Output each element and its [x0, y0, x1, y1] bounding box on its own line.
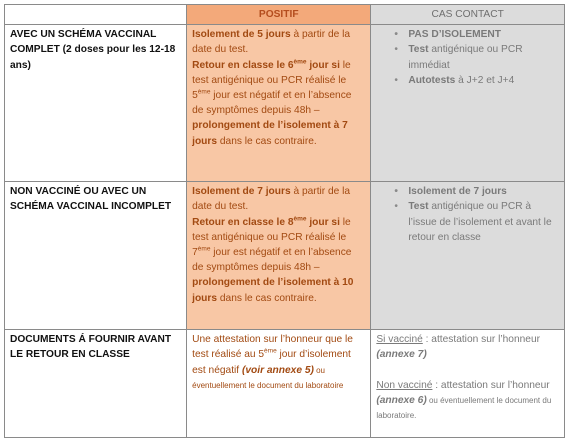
bullet-list	[376, 184, 559, 245]
extension-rule: prolongement de l’isolement à 10 jours	[192, 277, 354, 304]
bold-text: Test	[408, 201, 429, 213]
return-rule-cont: jour si	[306, 216, 340, 228]
superscript: ème	[264, 348, 277, 356]
small-text: ou éventuellement le document du laboratoire.	[376, 396, 552, 421]
text: dans le cas contraire.	[217, 292, 317, 304]
isolation-duration: Isolement de 5 jours	[192, 29, 291, 41]
bullet-list	[376, 27, 559, 88]
return-rule-cont: jour si	[306, 59, 340, 71]
text: le test antigénique ou PCR réalisé le 5	[192, 59, 351, 102]
extension-rule: prolongement de l’isolement à 7 jours	[192, 120, 348, 147]
superscript: ème	[197, 245, 211, 253]
list-item	[394, 42, 559, 72]
bold-text: Autotests	[408, 74, 456, 86]
text: : attestation sur l’honneur	[422, 334, 541, 346]
table-row	[5, 25, 565, 182]
text: antigénique ou PCR à l’issue de l’isolement et avant le retour en classe	[408, 201, 552, 243]
list-item	[394, 199, 559, 245]
header-row	[5, 5, 565, 25]
text: jour est négatif et en l’absence de symptômes depuis 48h –	[192, 90, 352, 117]
superscript: ème	[293, 215, 307, 223]
header-cas-contact: CAS CONTACT	[371, 5, 565, 25]
positif-cell	[187, 330, 371, 438]
annex-reference: (annexe 7)	[376, 349, 427, 361]
list-item: • PAS D’ISOLEMENT	[394, 27, 559, 42]
table-row	[5, 330, 565, 438]
return-rule: Retour en classe le 8	[192, 216, 294, 228]
annex-reference: (voir annexe 5)	[241, 364, 314, 376]
vaccinated-label: Si vacciné	[376, 334, 423, 346]
list-item	[394, 73, 559, 88]
row-label: NON VACCINÉ OU AVEC UN SCHÉMA VACCINAL INCOMPLET	[5, 182, 187, 330]
not-vaccinated-label: Non vacciné	[376, 379, 433, 391]
cas-contact-cell	[371, 25, 565, 182]
isolation-duration: Isolement de 7 jours	[192, 186, 291, 198]
list-item: • Isolement de 7 jours	[394, 184, 559, 199]
text: antigénique ou PCR immédiat	[408, 44, 523, 71]
text: à partir de la date du test.	[192, 29, 351, 56]
table-row	[5, 182, 565, 330]
row-label: DOCUMENTS Á FOURNIR AVANT LE RETOUR EN CLASSE	[5, 330, 187, 438]
row-label: AVEC UN SCHÉMA VACCINAL COMPLET (2 doses pour les 12-18 ans)	[5, 25, 187, 182]
header-blank-cell	[5, 5, 187, 25]
text: jour est négatif et en l’absence de symptômes depuis 48h –	[192, 247, 352, 274]
bold-text: Test	[408, 44, 429, 56]
positif-cell	[187, 182, 371, 330]
text: le test antigénique ou PCR réalisé le 7	[192, 216, 351, 259]
text: à J+2 et J+4	[455, 74, 515, 86]
annex-reference: (annexe 6)	[376, 395, 427, 407]
text: à partir de la date du test.	[192, 186, 351, 213]
protocol-table	[4, 4, 565, 438]
superscript: ème	[197, 88, 211, 96]
superscript: ème	[293, 58, 307, 66]
cas-contact-cell	[371, 330, 565, 438]
small-text: ou éventuellement le document du laboratoire	[192, 365, 344, 390]
text: dans le cas contraire.	[217, 135, 317, 147]
text: jour d’isolement est négatif	[192, 349, 351, 376]
text: : attestation sur l’honneur	[432, 379, 550, 391]
header-positif: POSITIF	[187, 5, 371, 25]
text: Une attestation sur l’honneur que le test réalisé au 5	[192, 334, 353, 361]
positif-cell	[187, 25, 371, 182]
cas-contact-cell	[371, 182, 565, 330]
return-rule: Retour en classe le 6	[192, 59, 294, 71]
